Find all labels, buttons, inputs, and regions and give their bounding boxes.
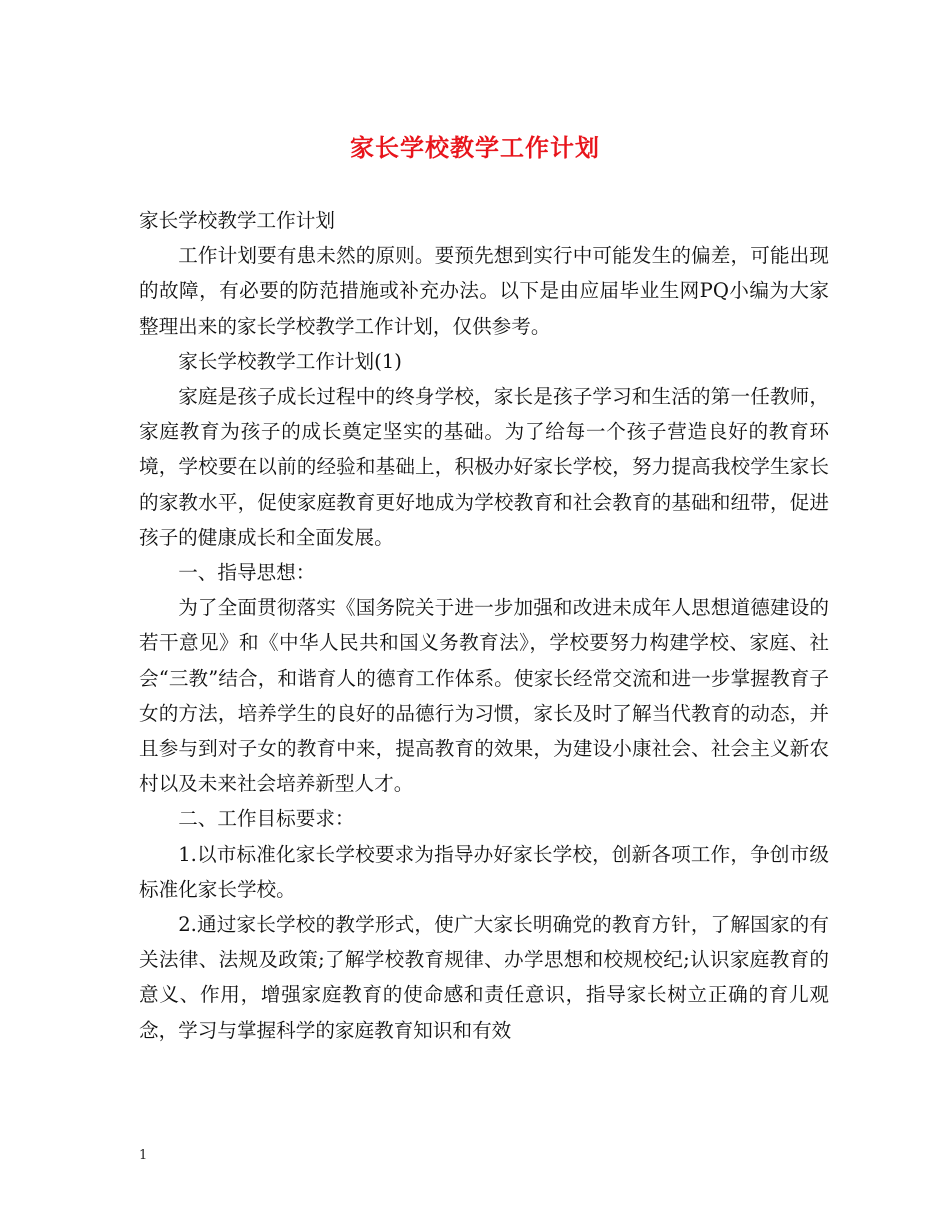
paragraph-family-education: 家庭是孩子成长过程中的终身学校，家长是孩子学习和生活的第一任教师，家庭教育为孩子的成长奠定坚实的基础。为了给每一个孩子营造良好的教育环境，学校要在以前的经验和基础上，积极办好家长学校，努力提高我校学生家长的家教水平，促使家庭教育更好地成为学校教育和社会教育的基础和纽带，促进孩子的健康成长和全面发展。 bbox=[139, 385, 829, 549]
paragraph-intro: 工作计划要有患未然的原则。要预先想到实行中可能发生的偏差，可能出现的故障，有必要的防范措施或补充办法。以下是由应届毕业生网PQ小编为大家整理出来的家长学校教学工作计划，仅供参考。 bbox=[139, 244, 829, 338]
document-title: 家长学校教学工作计划 bbox=[350, 133, 600, 162]
section-heading-work-goals: 二、工作目标要求： bbox=[178, 807, 355, 831]
list-item-goal-1: 1.以市标准化家长学校要求为指导办好家长学校，创新各项工作，争创市级标准化家长学校。 bbox=[139, 842, 829, 901]
paragraph-plan-title: 家长学校教学工作计划(1) bbox=[178, 349, 402, 373]
list-item-goal-2: 2.通过家长学校的教学形式，使广大家长明确党的教育方针，了解国家的有关法律、法规及政策;了解学校教育规律、办学思想和校规校纪;认识家庭教育的意义、作用，增强家庭教育的使命感和责任意识，指导家长树立正确的育儿观念，学习与掌握科学的家庭教育知识和有效 bbox=[139, 913, 829, 1042]
document-body bbox=[139, 203, 829, 1048]
paragraph-heading: 家长学校教学工作计划 bbox=[139, 209, 335, 232]
page-number: 1 bbox=[139, 1148, 148, 1163]
section-heading-guiding-ideology: 一、指导思想： bbox=[178, 561, 316, 585]
paragraph-guiding-ideology: 为了全面贯彻落实《国务院关于进一步加强和改进未成年人思想道德建设的若干意见》和《中华人民共和国义务教育法》，学校要努力构建学校、家庭、社会“三教”结合，和谐育人的德育工作体系。使家长经常交流和进一步掌握教育子女的方法，培养学生的良好的品德行为习惯，家长及时了解当代教育的动态，并且参与到对子女的教育中来，提高教育的效果，为建设小康社会、社会主义新农村以及未来社会培养新型人才。 bbox=[139, 596, 829, 796]
